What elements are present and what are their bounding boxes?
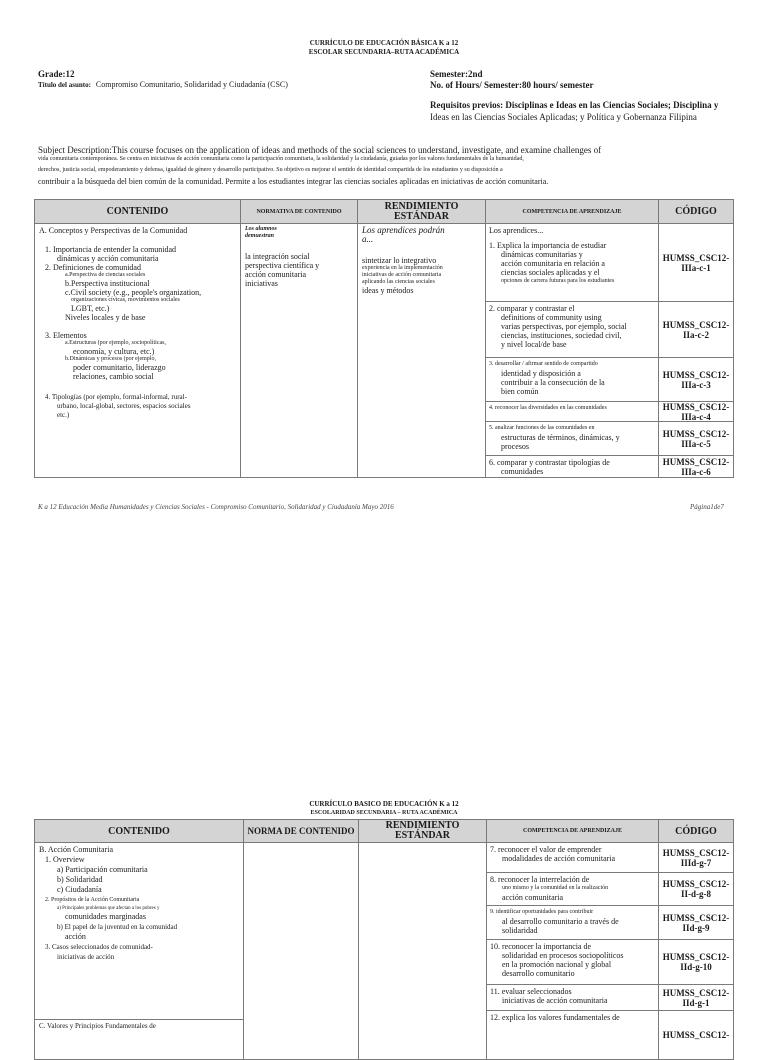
competency-line: 10. reconocer la importancia de (490, 942, 592, 951)
competency-line: 3. desarrollar / afirmar sentido de compartido (489, 361, 598, 367)
competency-line: solidaridad (502, 926, 538, 935)
competency-line: desarrollo comunitario (502, 969, 575, 978)
topic-a4-cont2: etc.) (57, 411, 70, 419)
topic-b2a-cont: comunidades marginadas (65, 912, 146, 921)
subject-title-label: Título del asunto: (38, 81, 91, 89)
code-1: HUMSS_CSC12- IIId-g-7 (659, 843, 733, 873)
prereq-line2: Ideas en las Ciencias Sociales Aplicadas; y Política y Gobernanza Filipina (430, 112, 697, 122)
topic-b1: 1. Overview (45, 855, 85, 864)
competency-line: opciones de carrera futuras para los estudiantes (501, 278, 615, 284)
competency-2 (487, 873, 658, 906)
topic-a3a: a.Estructuras (por ejemplo, sociopolíticas, (65, 340, 166, 346)
competency-line: modalidades de acción comunitaria (502, 854, 616, 863)
code-2: HUMSS_CSC12- IIa-c-2 (659, 302, 733, 358)
p2-header-contenido: CONTENIDO (35, 820, 244, 843)
topic-a2b: b.Perspectiva institucional (65, 279, 150, 288)
competency-line: 9. identificar oportunidades para contribuir (490, 909, 594, 915)
competency-line: 12. explica los valores fundamentales de (490, 1013, 620, 1022)
code-5: HUMSS_CSC12- IIIa-c-5 (659, 422, 733, 456)
normativa-text1: la integración social (245, 252, 310, 261)
competencia-list (486, 224, 658, 477)
competency-line: comunidades (501, 467, 544, 476)
rendimiento-text1: sintetizar lo integrativo (362, 256, 437, 265)
normativa-text4: iniciativas (245, 279, 278, 288)
topic-b2b-cont: acción (65, 932, 86, 941)
code-6: HUMSS_CSC12- IIIa-c-6 (662, 456, 730, 477)
topic-a1-cont: dinámicas y acción comunitaria (57, 254, 159, 263)
topic-b1b: b) Solidaridad (57, 875, 103, 884)
p2-header-rendimiento: RENDIMIENTO ESTÁNDAR (359, 820, 487, 843)
section-b-title: B. Acción Comunitaria (39, 845, 113, 854)
rendimiento-text3: iniciativas de acción comunitaria (362, 272, 442, 278)
topic-a2d: Niveles locales y de base (65, 313, 146, 322)
competency-5 (486, 422, 658, 456)
competency-line: Los aprendices... (489, 226, 544, 235)
p2-rendimiento-cell (359, 843, 487, 1060)
topic-a3a-cont: economía, y cultura, etc.) (73, 347, 155, 356)
competency-line: 7. reconocer el valor de emprender (490, 845, 602, 854)
page2-header-line2: ESCOLARIDAD SECUNDARIA – RUTA ACADÉMICA (310, 810, 458, 816)
topic-a4: 4. Tipologías (por ejemplo, formal-informal, rural- (45, 393, 187, 401)
competency-line: 8. reconocer la interrelación de (490, 875, 590, 884)
code-2: HUMSS_CSC12- II-d-g-8 (659, 873, 733, 906)
footer-page-number: Página1de7 (690, 503, 724, 511)
p2-codigo-cell (659, 843, 734, 1060)
topic-a2c-cont: organizaciones cívicas, movimientos sociales (71, 297, 180, 303)
normativa-lead2: demuestran (245, 233, 275, 239)
topic-a3b: b.Dinámicas y procesos (por ejemplo, (65, 356, 156, 362)
topic-a3b-cont2: relaciones, cambio social (73, 372, 154, 381)
header-contenido: CONTENIDO (35, 200, 241, 224)
prerequisites (430, 100, 730, 110)
p2-competencia-cell (487, 843, 659, 1060)
topic-a2c-cont2: LGBT, etc.) (71, 304, 110, 313)
competency-4 (486, 402, 658, 422)
competency-line: definitions of community using (501, 313, 602, 322)
code-3: HUMSS_CSC12- IId-g-9 (659, 906, 733, 940)
normativa-cell (241, 224, 358, 478)
topic-a2: 2. Definiciones de comunidad (45, 263, 141, 272)
competency-line: 11. evaluar seleccionados (490, 987, 572, 996)
topic-b3-cont: iniciativas de acción (57, 953, 115, 961)
grade-label: Grade:12 (38, 69, 75, 79)
subject-description-line2: vida comunitaria contemporánea. Se centra en iniciativas de acción comunitaria como la participación comunitaria, la solidaridad y la ciudadanía, guiadas por los valores fundamentales de la humanidad, (38, 156, 524, 162)
header-normativa: NORMATIVA DE CONTENIDO (241, 200, 358, 224)
competency-line: ciencias, instituciones, sociedad civil, (501, 331, 622, 340)
topic-a4-cont: urbano, local-global, sectores, espacios sociales (57, 402, 191, 410)
rendimiento-cell (358, 224, 486, 478)
competency-line: bien común (501, 387, 539, 396)
section-c-title: C. Valores y Principios Fundamentales de (39, 1021, 156, 1030)
contenido-cell (35, 224, 241, 478)
competency-line: y nivel local/de base (501, 340, 567, 349)
rendimiento-lead: Los aprendices podrán (362, 225, 445, 235)
hours-label: No. of Hours/ Semester:80 hours/ semester (430, 80, 594, 90)
page1-header-line2: ESCOLAR SECUNDARIA–RUTA ACADÉMICA (308, 48, 460, 56)
code-5: HUMSS_CSC12- IId-g-1 (659, 985, 733, 1011)
competency-line: iniciativas de acción comunitaria (502, 996, 608, 1005)
competency-line: acción comunitaria (502, 893, 564, 902)
competency-6 (486, 456, 658, 477)
topic-b2b: b) El papel de la juventud en la comunidad (57, 923, 178, 931)
header-codigo: CÓDIGO (659, 200, 734, 224)
competency-line: 1. Explica la importancia de estudiar (489, 241, 607, 250)
competency-line: 4. reconocer las diversidades en las comunidades (489, 405, 607, 411)
normativa-text3: acción comunitaria (245, 270, 307, 279)
rendimiento-lead2: a... (362, 234, 374, 244)
code-4: HUMSS_CSC12- IId-g-10 (659, 940, 733, 985)
p2-header-competencia: COMPETENCIA DE APRENDIZAJE (487, 820, 659, 843)
code-6: HUMSS_CSC12- (662, 1030, 730, 1040)
competency-4 (487, 940, 658, 985)
subject-description-line3: derechos, justicia social, empoderamiento y defensa, igualdad de género y desarrollo participativo. Su objetivo es mejorar el sentido de identidad compartida de los estudiantes y su disposición a (38, 167, 503, 173)
competency-line: varias perspectivas, por ejemplo, social (501, 322, 627, 331)
subject-description-line1: Subject Description:This course focuses on the application of ideas and methods of the social sciences to understand, investigate, and examine challenges of (38, 145, 602, 155)
normativa-text2: perspectiva científica y (245, 261, 320, 270)
codigo-list (659, 224, 733, 477)
p2-header-codigo: CÓDIGO (659, 820, 734, 843)
topic-a3: 3. Elementos (45, 331, 87, 340)
rendimiento-text5: ideas y métodos (362, 286, 414, 295)
competency-line: 6. comparar y contrastar tipologías de (489, 458, 610, 467)
competency-line: 5. analizar funciones de las comunidades en (489, 425, 595, 431)
header-rendimiento: RENDIMIENTO ESTÁNDAR (358, 200, 486, 224)
competency-6 (487, 1011, 658, 1059)
competency-1 (487, 843, 658, 873)
prereq-label: Requisitos previos: (430, 100, 504, 110)
section-a-title: A. Conceptos y Perspectivas de la Comunidad (39, 226, 188, 235)
topic-b3: 3. Casos seleccionados de comunidad- (45, 943, 153, 951)
topic-b1a: a) Participación comunitaria (57, 865, 148, 874)
topic-a2a: a.Perspectiva de ciencias sociales (65, 272, 146, 278)
competency-3 (487, 906, 658, 940)
p2-contenido-cell (35, 843, 244, 1020)
p2-codigo-list (659, 843, 733, 1059)
page2-header-line1: CURRÍCULO BASICO DE EDUCACIÓN K a 12 (309, 800, 459, 808)
competency-line: ciencias sociales aplicadas y el (501, 268, 600, 277)
codigo-cell (659, 224, 734, 478)
competency-line: dinámicas comunitarias y (501, 250, 583, 259)
competency-2 (486, 302, 658, 358)
code-4: HUMSS_CSC12- IIIa-c-4 (659, 402, 733, 422)
p2-header-normativa: NORMA DE CONTENIDO (244, 820, 359, 843)
competency-line: procesos (501, 442, 529, 451)
semester-label: Semester:2nd (430, 69, 483, 79)
topic-a1: 1. Importancia de entender la comunidad (45, 245, 177, 254)
competency-1 (486, 224, 658, 302)
topic-a3b-cont: poder comunitario, liderazgo (73, 363, 166, 372)
competency-line: identidad y disposición a (501, 369, 581, 378)
competency-line: 2. comparar y contrastar el (489, 304, 575, 313)
p2-contenido-cell-c (35, 1019, 244, 1059)
rendimiento-text4: aplicando las ciencias sociales (362, 279, 435, 285)
subject-description-line4: contribuir a la búsqueda del bien común de la comunidad. Permite a los estudiantes integrar las ciencias sociales aplicadas en iniciativas de acción comunitaria. (38, 177, 549, 186)
topic-a2c: c.Civil society (e.g., people's organization, (65, 288, 202, 297)
prereq-value: Disciplinas e Ideas en las Ciencias Sociales; Disciplina y (505, 100, 719, 110)
competency-3 (486, 358, 658, 402)
normativa-lead1: Los alumnos (245, 226, 277, 232)
competency-line: solidaridad en procesos sociopolíticos (502, 951, 624, 960)
curriculum-table-page1 (34, 199, 734, 478)
header-competencia: COMPETENCIA DE APRENDIZAJE (486, 200, 659, 224)
topic-b1c: c) Ciudadanía (57, 885, 102, 894)
code-3: HUMSS_CSC12- IIIa-c-3 (659, 358, 733, 402)
rendimiento-text2: experiencia en la implementación (362, 265, 443, 271)
topic-b2: 2. Propósitos de la Acción Comunitaria (45, 897, 140, 903)
p2-normativa-cell (244, 843, 359, 1060)
competency-line: contribuir a la consecución de la (501, 378, 605, 387)
p2-competencia-list (487, 843, 658, 1059)
subject-title-value: Compromiso Comunitario, Solidaridad y Ciudadanía (CSC) (95, 80, 288, 89)
competencia-cell (486, 224, 659, 478)
competency-line: al desarrollo comunitario a través de (502, 917, 619, 926)
competency-5 (487, 985, 658, 1011)
subject-title (38, 80, 288, 89)
competency-line: en la promoción nacional y global (502, 960, 612, 969)
competency-line: acción comunitaria en relación a (501, 259, 605, 268)
topic-b2a: a) Principales problemas que afectan a los pobres y (57, 906, 160, 911)
competency-line: estructuras de términos, dinámicas, y (501, 433, 620, 442)
competency-line: uno mismo y la comunidad en la realización (502, 885, 609, 891)
code-1: HUMSS_CSC12- IIIa-c-1 (659, 224, 733, 302)
footer-left: K a 12 Educación Media Humanidades y Ciencias Sociales - Compromiso Comunitario, Solidaridad y Ciudadanía Mayo 2016 (38, 503, 394, 511)
page1-header-line1: CURRÍCULO DE EDUCACIÓN BÁSICA K a 12 (309, 39, 459, 47)
